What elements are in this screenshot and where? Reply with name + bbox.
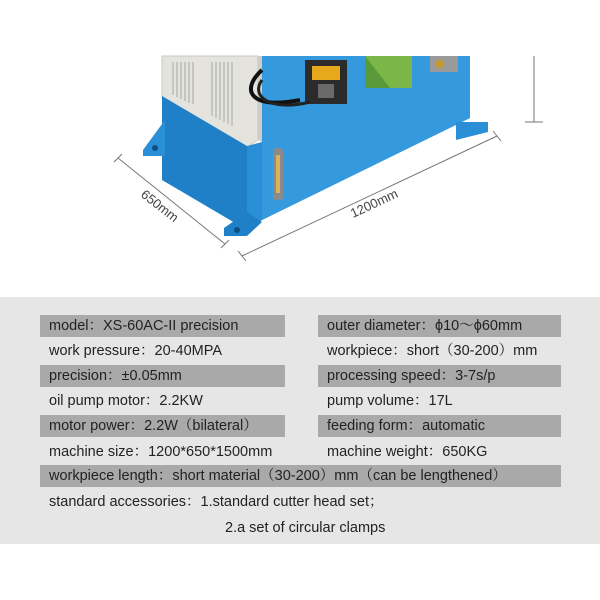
machine-photo — [0, 0, 600, 296]
spec-machine-size: machine size：1200*650*1500mm — [49, 444, 273, 460]
length-dimension-label: 1200mm — [347, 185, 401, 221]
spec-processing-speed: processing speed：3-7s/p — [318, 365, 561, 387]
spec-work-pressure: work pressure：20-40MPA — [49, 343, 222, 359]
spec-workpiece-length: workpiece length：short material（30-200）mm（can be lengthened） — [40, 465, 561, 487]
depth-dimension-label: 650mm — [138, 186, 182, 226]
spec-model: model：XS-60AC-II precision — [40, 315, 285, 337]
spec-panel — [0, 297, 600, 544]
spec-motor-power: motor power：2.2W（bilateral） — [40, 415, 285, 437]
spec-precision: precision：±0.05mm — [40, 365, 285, 387]
spec-pump-volume: pump volume：17L — [327, 393, 453, 409]
spec-standard-accessories: standard accessories：1.standard cutter head set； — [49, 494, 384, 510]
spec-oil-pump-motor: oil pump motor：2.2KW — [49, 393, 203, 409]
spec-accessory-2: 2.a set of circular clamps — [225, 520, 386, 536]
spec-workpiece: workpiece：short（30-200）mm — [327, 343, 538, 359]
spec-feeding-form: feeding form：automatic — [318, 415, 561, 437]
bottom-margin — [0, 544, 600, 600]
spec-machine-weight: machine weight：650KG — [327, 444, 488, 460]
spec-outer-diameter: outer diameter：ϕ10～ϕ60mm — [318, 315, 561, 337]
